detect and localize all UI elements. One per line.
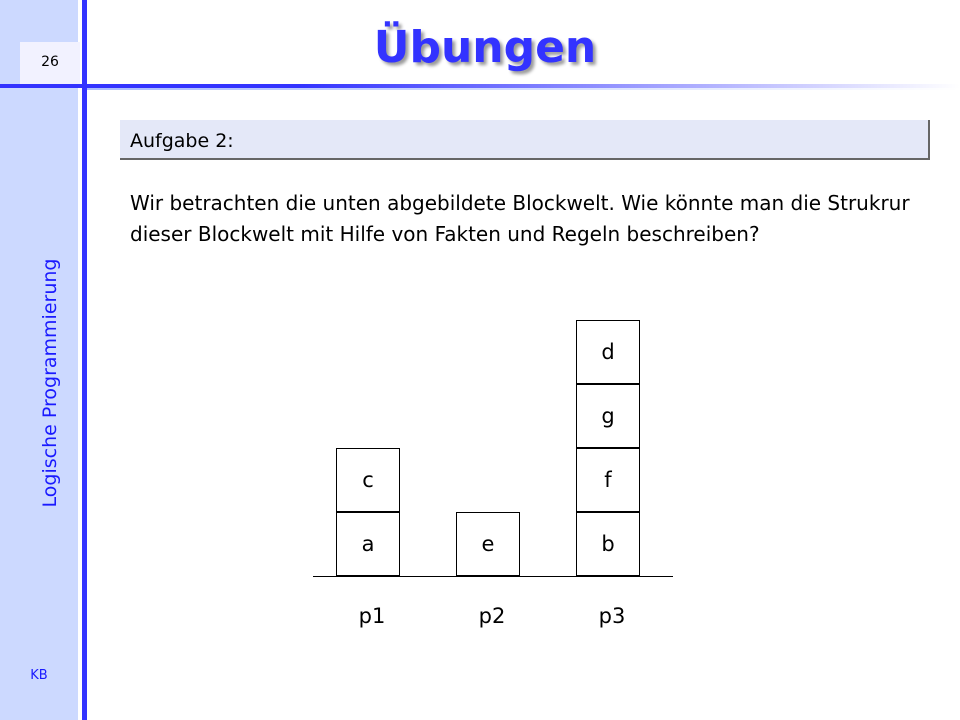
task-question: Wir betrachten die unten abgebildete Blockwelt. Wie könnte man die Strukrur dieser Blockwelt mit Hilfe von Fakten und Regeln beschreiben? <box>130 191 910 246</box>
block-b: b <box>576 512 640 576</box>
header-divider-shade <box>87 88 960 90</box>
block-e: e <box>456 512 520 576</box>
block-d: d <box>576 320 640 384</box>
page-number: 26 <box>41 54 59 70</box>
task-header-box <box>120 120 930 160</box>
ground-line <box>313 576 673 577</box>
sidebar-divider <box>82 0 87 720</box>
block-c: c <box>336 448 400 512</box>
position-label-p2: p2 <box>478 604 506 628</box>
block-a: a <box>336 512 400 576</box>
position-label-p3: p3 <box>598 604 626 628</box>
task-label: Aufgabe 2: <box>130 130 234 152</box>
slide-title: Übungen <box>373 22 597 73</box>
author-initials: KB <box>30 668 48 683</box>
block-g: g <box>576 384 640 448</box>
sidebar-course-title: Logische Programmierung <box>39 258 61 508</box>
position-label-p1: p1 <box>358 604 386 628</box>
block-f: f <box>576 448 640 512</box>
